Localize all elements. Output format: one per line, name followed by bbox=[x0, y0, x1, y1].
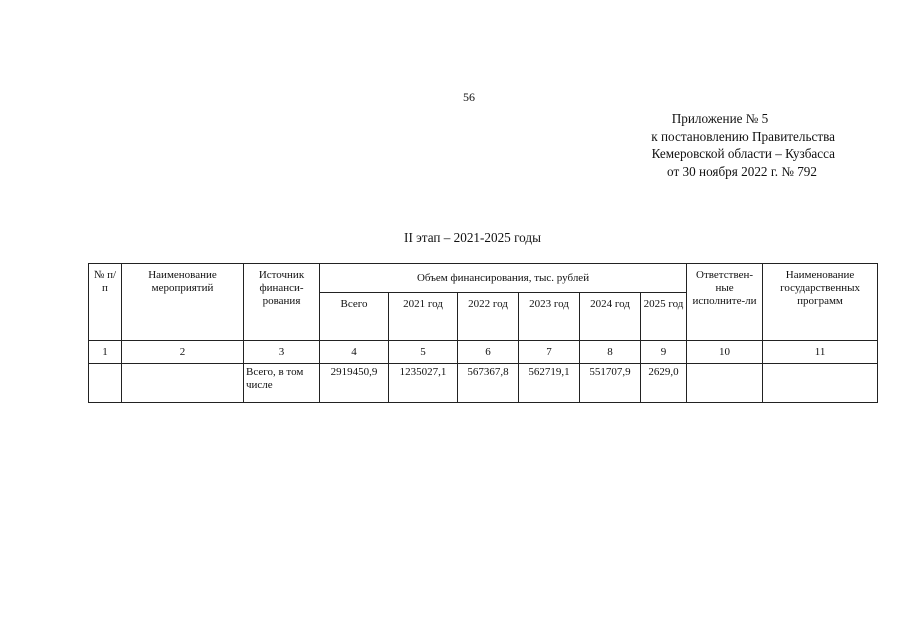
appendix-title: Приложение № 5 bbox=[671, 111, 769, 126]
header-num: № п/п bbox=[89, 264, 122, 341]
column-number: 7 bbox=[519, 341, 580, 364]
header-year-2025: 2025 год bbox=[641, 293, 687, 341]
header-row-top bbox=[89, 264, 878, 293]
stage-title: II этап – 2021-2025 годы bbox=[404, 230, 541, 245]
header-responsible: Ответствен-ные исполните-ли bbox=[687, 264, 763, 341]
column-number: 1 bbox=[89, 341, 122, 364]
header-total: Всего bbox=[320, 293, 389, 341]
cell-source: Всего, в том числе bbox=[244, 364, 320, 403]
column-number: 9 bbox=[641, 341, 687, 364]
column-number: 3 bbox=[244, 341, 320, 364]
cell-year-2021: 1235027,1 bbox=[389, 364, 458, 403]
cell-num bbox=[89, 364, 122, 403]
appendix-line-4: от 30 ноября 2022 г. № 792 bbox=[667, 163, 817, 179]
header-funding-volume: Объем финансирования, тыс. рублей bbox=[320, 264, 687, 293]
column-number: 6 bbox=[458, 341, 519, 364]
cell-total: 2919450,9 bbox=[320, 364, 389, 403]
header-programs: Наименование государственных программ bbox=[763, 264, 878, 341]
cell-year-2023: 562719,1 bbox=[519, 364, 580, 403]
appendix-line-2: к постановлению Правительства bbox=[651, 128, 835, 144]
cell-responsible bbox=[687, 364, 763, 403]
cell-year-2024: 551707,9 bbox=[580, 364, 641, 403]
column-number: 11 bbox=[763, 341, 878, 364]
header-source: Источник финанси-рования bbox=[244, 264, 320, 341]
cell-event-name bbox=[122, 364, 244, 403]
cell-year-2022: 567367,8 bbox=[458, 364, 519, 403]
appendix-line-3: Кемеровской области – Кузбасса bbox=[651, 146, 835, 161]
cell-programs bbox=[763, 364, 878, 403]
column-number: 2 bbox=[122, 341, 244, 364]
column-number: 5 bbox=[389, 341, 458, 364]
header-year-2024: 2024 год bbox=[580, 293, 641, 341]
table-row bbox=[89, 364, 878, 403]
financing-table bbox=[88, 263, 878, 403]
column-number: 10 bbox=[687, 341, 763, 364]
cell-year-2025: 2629,0 bbox=[641, 364, 687, 403]
column-number: 4 bbox=[320, 341, 389, 364]
page-number: 56 bbox=[463, 90, 475, 104]
header-year-2023: 2023 год bbox=[519, 293, 580, 341]
column-number: 8 bbox=[580, 341, 641, 364]
appendix-block bbox=[535, 110, 835, 180]
column-number-row bbox=[89, 341, 878, 364]
header-event-name: Наименование мероприятий bbox=[122, 264, 244, 341]
header-year-2021: 2021 год bbox=[389, 293, 458, 341]
header-year-2022: 2022 год bbox=[458, 293, 519, 341]
